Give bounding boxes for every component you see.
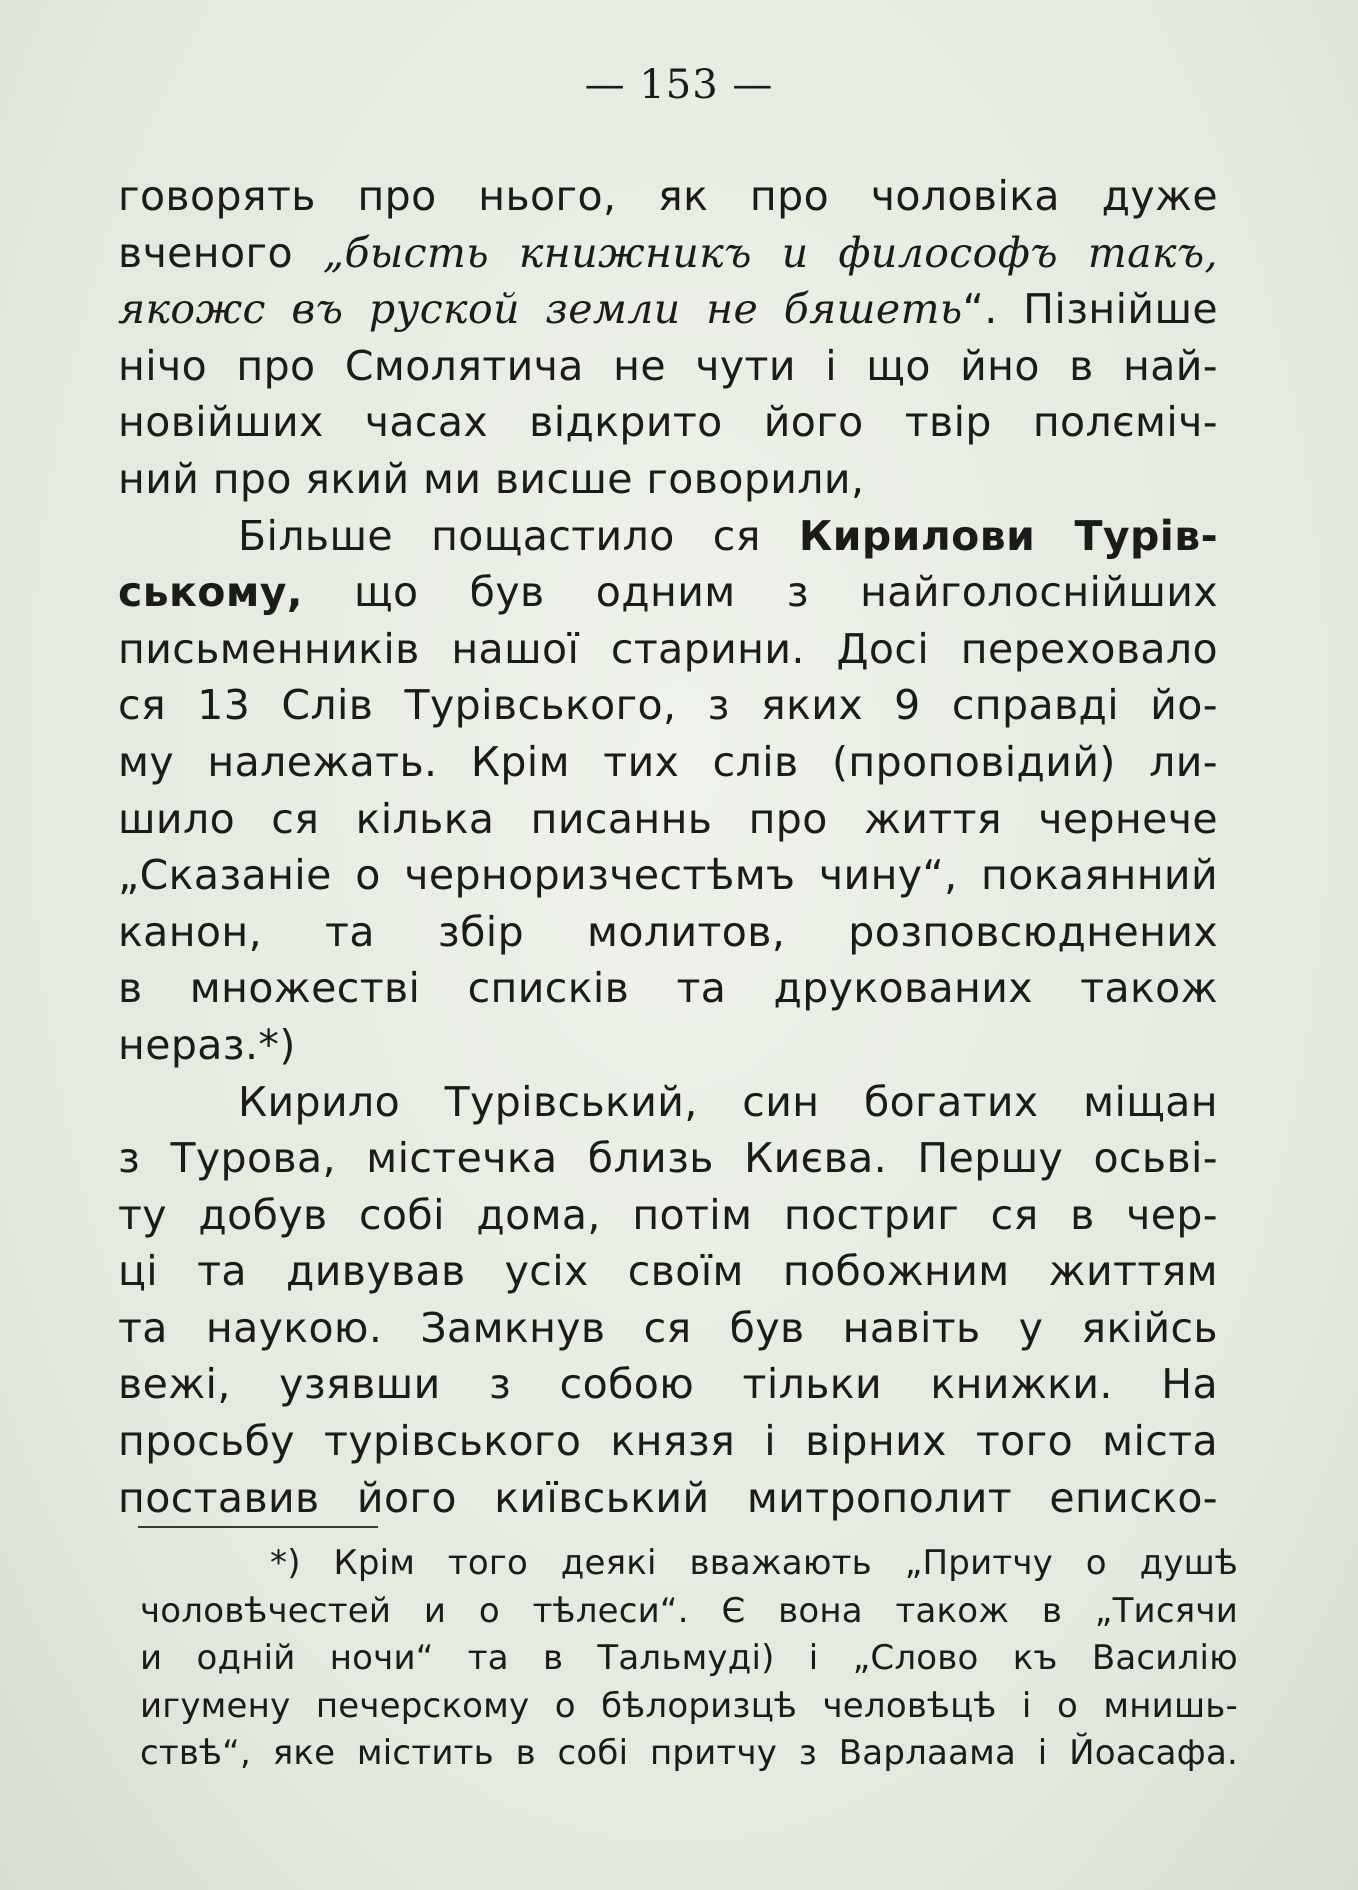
text-line: нераз.*) [118, 1020, 296, 1069]
text-line: нічо про Смолятича не чути і що йно в най- [118, 341, 1218, 390]
text-line [118, 281, 1218, 338]
italic-quote: якожс въ руской земли не бяшеть [118, 285, 963, 334]
text-line: ці та дивував усіх своїм побожним життям [118, 1247, 1218, 1296]
text-line: в множестві списків та друкованих також [118, 964, 1218, 1013]
italic-quote: „бысть книжникъ и философъ такъ, [322, 228, 1218, 277]
text-line: му належать. Крім тих слів (проповідий) ли- [118, 737, 1218, 786]
text-line [118, 564, 1218, 621]
footnote-divider [138, 1526, 378, 1528]
text-line: ся 13 Слів Турівського, з яких 9 справді йо- [118, 681, 1218, 730]
text-line: вежі, узявши з собою тільки книжки. На [118, 1360, 1218, 1409]
text-line: говорять про нього, як про чоловіка дуже [118, 172, 1218, 220]
footnote [140, 1540, 1238, 1778]
footnote-line: *) Крім того деякі вважають „Притчу о душѣ [270, 1543, 1238, 1583]
text-line: ту добув собі дома, потім постриг ся в чер- [118, 1190, 1218, 1239]
text-segment: “. Пізнійше [962, 285, 1218, 334]
text-line: канон, та збір молитов, розповсюднених [118, 907, 1218, 956]
footnote-line: ствѣ“, яке містить в собі притчу з Варлаама і Йоасафа. [140, 1733, 1238, 1773]
text-line: ний про який ми висше говорили, [118, 454, 865, 503]
text-line: „Сказаніе о черноризчестѣмъ чину“, покаянний [118, 851, 1218, 900]
bold-name: Кирилови Турів- [798, 511, 1218, 560]
page-number: — 153 — [584, 62, 774, 108]
text-line: Кирило Турівський, син богатих міщан [238, 1077, 1218, 1126]
text-segment: Більше пощастило ся [238, 511, 799, 560]
text-segment: що був одним з найголоснійших [302, 568, 1218, 617]
text-line: та наукою. Замкнув ся був навіть у якійсь [118, 1303, 1218, 1352]
text-line: з Турова, містечка близь Києва. Першу осьві- [118, 1134, 1218, 1183]
text-line: поставив його київський митрополит еписко- [118, 1473, 1218, 1522]
footnote-line: и одній ночи“ та в Тальмуді) і „Слово къ Василію [140, 1638, 1238, 1678]
footnote-line: игумену печерскому о бѣлоризцѣ человѣцѣ і о мнишь- [140, 1685, 1238, 1726]
footnote-line: чоловѣчестей и о тѣлеси“. Є вона також в „Тисячи [140, 1590, 1238, 1631]
text-line: просьбу турівського князя і вірних того міста [118, 1417, 1218, 1466]
bold-name: ському, [118, 568, 303, 617]
text-line: новійших часах відкрито його твір полєміч- [118, 398, 1218, 447]
text-line: письменників нашої старини. Досі переховало [118, 624, 1218, 673]
text-line [118, 225, 1218, 282]
main-text [118, 168, 1218, 1526]
text-segment: вченого [118, 228, 323, 277]
text-line [118, 508, 1218, 565]
text-line: шило ся кілька писаннь про життя чернече [118, 794, 1218, 843]
